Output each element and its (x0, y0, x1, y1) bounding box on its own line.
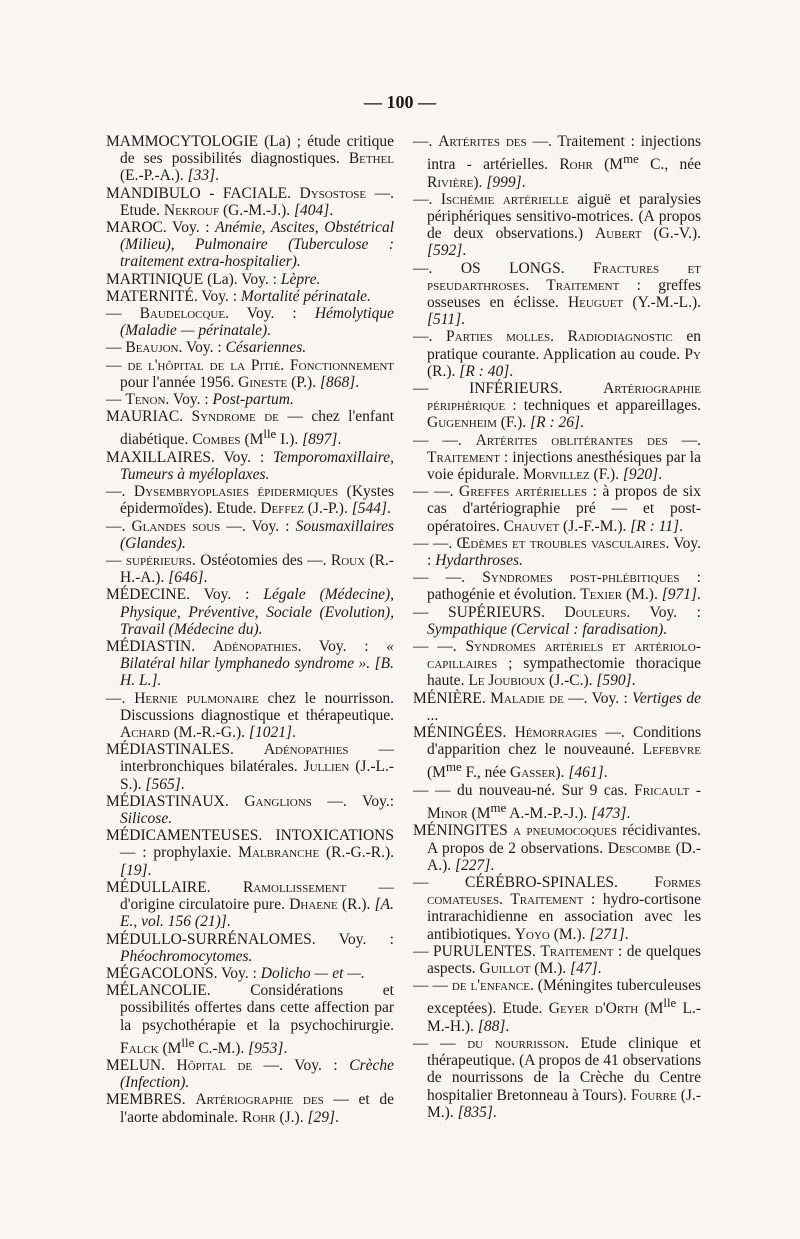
index-entry: — — de l'enfance. (Méningites tuberculeuses exceptées). Etude. Geyer d'Orth ($M^{lle}$ L.-M.-H.). [88]. (413, 977, 701, 1035)
index-entry: — Tenon. Voy. : Post-partum. (106, 391, 294, 409)
index-entry: MELUN. Hôpital de —. Voy. : Crèche (Infection). (106, 1057, 394, 1092)
left-column (106, 133, 394, 1126)
index-entry: MÉDIASTIN. Adénopathies. Voy. : « Bilatéral hilar lymphanedo syndrome ». [B. H. L.]. (106, 638, 395, 690)
index-entry: MÉLANCOLIE. Considérations et possibilités offertes dans cette affection par la psychothérapie et la psychochirurgie. Falck ($M^{lle}$ C.-M.). [953]. (106, 982, 394, 1057)
index-entry: — —. Œdèmes et troubles vasculaires. Voy. : Hydarthroses. (413, 534, 701, 570)
index-entry: — Beaujon. Voy. : Césariennes. (106, 339, 307, 357)
page-number: — 100 — (364, 92, 436, 112)
index-entry: — — du nouveau-né. Sur 9 cas. Fricault - Minor ($M^{me}$ A.-M.-P.-J.). [473]. (413, 781, 702, 823)
index-entry: MÉNINGITES a pneumocoques récidivantes. A propos de 2 observations. Descombe (D.-A.). [227]. (413, 822, 702, 874)
index-entry: MÉNINGÉES. Hémorragies —. Conditions d'apparition chez le nouveauné. Lefebvre ($M^{me}$ F., née Gasser). [461]. (413, 724, 701, 782)
index-entry: — PURULENTES. Traitement : de quelques aspects. Guillot (M.). [47]. (413, 942, 701, 978)
index-entry: MÉDULLAIRE. Ramollissement — d'origine circulatoire pure. Dhaene (R.). [A. E., vol. 156 (21)]. (106, 878, 394, 931)
index-entry: MÉDIASTINAUX. Ganglions —. Voy.: Silicose. (106, 792, 395, 828)
index-entry: —. Dysembryoplasies épidermiques (Kystes épidermoïdes). Etude. Deffez (J.-P.). [544]. (106, 483, 395, 518)
index-entry: — —. Syndromes post-phlébitiques : pathogénie et évolution. Texier (M.). [971]. (413, 569, 701, 604)
index-entry: —. Hernie pulmonaire chez le nourrisson. Discussions diagnostique et thérapeutique. Achard (M.-R.-G.). [1021]. (106, 689, 394, 742)
index-entry: — —. Greffes artérielles : à propos de six cas d'artériographie pré — et post-opératoires. Chauvet (J.-F.-M.). [R : 11]. (413, 483, 701, 535)
index-entry: — —. Artérites oblitérantes des —. Traitement : injections anesthésiques par la voie épidurale. Morvillez (F.). [920]. (413, 431, 701, 484)
index-entry: MANDIBULO - FACIALE. Dysostose —. Etude. Nekrouf (G.-M.-J.). [404]. (106, 184, 394, 219)
index-entry: —. Ischémie artérielle aiguë et paralysies périphériques sensitivo-motrices. (A propos de deux observations.) Aubert (G.-V.). [592]. (413, 190, 701, 260)
index-entry: — supérieurs. Ostéotomies des —. Roux (R.-H.-A.). [646]. (106, 552, 394, 587)
index-entry: — Baudelocque. Voy. : Hémolytique (Maladie — périnatale). (106, 305, 395, 340)
index-entry: —. Parties molles. Radiodiagnostic en pratique courante. Application au coude. Py (R.). [R : 40]. (413, 328, 701, 380)
index-entry: MÉDECINE. Voy. : Légale (Médecine), Physique, Préventive, Sociale (Evolution), Travail (Médecine du). (106, 586, 394, 638)
index-entry: — CÉRÉBRO-SPINALES. Formes comateuses. Traitement : hydro-cortisone intrarachidienne en association avec les antibiotiques. Yoyo (M.). [271]. (413, 874, 701, 943)
index-entry: — SUPÉRIEURS. Douleurs. Voy. : Sympathique (Cervical : faradisation). (413, 603, 701, 638)
index-entry: MAXILLAIRES. Voy. : Temporomaxillaire, Tumeurs à myéloplaxes. (106, 448, 394, 484)
index-entry: MAROC. Voy. : Anémie, Ascites, Obstétrical (Milieu), Pulmonaire (Tuberculose : traitement extra-hospitalier). (106, 219, 395, 271)
index-entry: MÉGACOLONS. Voy. : Dolicho — et —. (106, 964, 365, 982)
index-entry: MATERNITÉ. Voy. : Mortalité périnatale. (106, 287, 371, 305)
index-entry: — de l'hôpital de la Pitié. Fonctionnement pour l'année 1956. Gineste (P.). [868]. (106, 356, 394, 391)
index-entry: MÉDULLO-SURRÉNALOMES. Voy. : Phéochromocytomes. (106, 930, 394, 965)
index-entry: —. OS LONGS. Fractures et pseudarthroses. Traitement : greffes osseuses en éclisse. Heuguet (Y.-M.-L.). [511]. (413, 259, 701, 329)
index-entry: —. Glandes sous —. Voy. : Sousmaxillaires (Glandes). (106, 517, 395, 552)
index-entry: MÉDICAMENTEUSES. INTOXICATIONS — : prophylaxie. Malbranche (R.-G.-R.). [19]. (106, 827, 394, 879)
index-entry: MÉNIÈRE. Maladie de —. Voy. : Vertiges de ... (413, 689, 701, 724)
index-entry: — — du nourrisson. Etude clinique et thérapeutique. (A propos de 41 observations de nourrissons de la Crèche du Centre hospitalier Bretonneau à Tours). Fourre (J.-M.). [835]. (413, 1034, 702, 1121)
index-entry: — INFÉRIEURS. Artériographie périphérique : techniques et appareillages. Gugenheim (F.). [R : 26]. (413, 380, 701, 432)
right-column (413, 133, 701, 1121)
index-entry: — —. Syndromes artériels et artériolo-capillaires ; sympathectomie thoracique haute. Le Joubioux (J.-C.). [590]. (413, 638, 702, 690)
index-entry: MAURIAC. Syndrome de — chez l'enfant diabétique. Combes ($M^{lle}$ I.). [897]. (106, 408, 394, 449)
index-entry: —. Artérites des —. Traitement : injections intra - artérielles. Rohr ($M^{me}$ C., née Rivière). [999]. (413, 133, 701, 191)
index-entry: MEMBRES. Artériographie des — et de l'aorte abdominale. Rohr (J.). [29]. (106, 1091, 394, 1126)
index-entry: MAMMOCYTOLOGIE (La) ; étude critique de ses possibilités diagnostiques. Bethel (E.-P.-A.). [33]. (106, 133, 394, 185)
index-entry: MARTINIQUE (La). Voy. : Lèpre. (106, 270, 321, 288)
index-entry: MÉDIASTINALES. Adénopathies — interbronchiques bilatérales. Jullien (J.-L.-S.). [565]. (106, 741, 394, 793)
